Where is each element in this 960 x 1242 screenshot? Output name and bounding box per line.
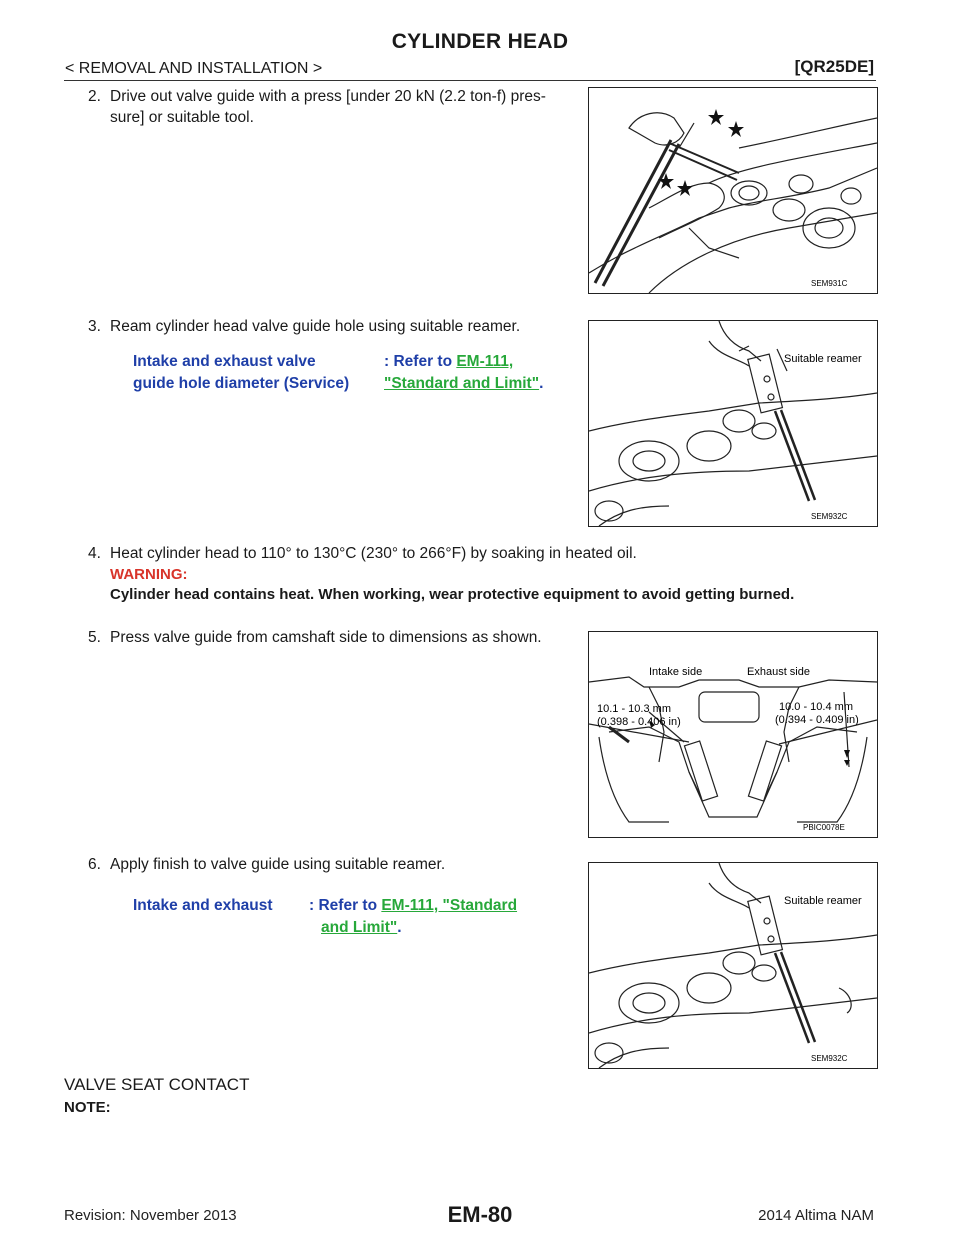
spec-link-and-limit[interactable]: and Limit": [321, 919, 398, 936]
spec-value: [309, 895, 549, 939]
warning-block: [110, 566, 890, 603]
footer-revision: Revision: November 2013: [64, 1207, 237, 1224]
figure-valve-guide-removal: [588, 87, 878, 294]
warning-label: WARNING:: [110, 566, 188, 583]
step-number: 4.: [88, 545, 101, 562]
step-number: 6.: [88, 856, 101, 873]
page-title: CYLINDER HEAD: [391, 30, 569, 53]
header-divider: [64, 80, 876, 81]
figure-code: SEM932C: [811, 512, 848, 521]
spec-value: [384, 351, 574, 395]
footer-model: 2014 Altima NAM: [758, 1207, 874, 1224]
spec-suffix: .: [539, 375, 544, 392]
engine-code: [QR25DE]: [794, 57, 874, 76]
note-label: NOTE:: [64, 1099, 111, 1116]
figure-code: PBIC0078E: [803, 823, 845, 832]
spec-prefix: : Refer to: [309, 897, 382, 914]
intake-dimension-in: (0.398 - 0.406 in): [597, 716, 681, 728]
warning-text: Cylinder head contains heat. When working, wear protective equipment to avoid getting burned.: [110, 586, 795, 603]
page-number: EM-80: [447, 1202, 513, 1227]
spec-link-standard-limit[interactable]: "Standard and Limit": [384, 375, 540, 392]
spec-suffix: .: [397, 919, 402, 936]
step-3: [88, 316, 568, 337]
step-5: [88, 627, 568, 648]
illustration-reamer-finish: [589, 863, 877, 1068]
step-text: Drive out valve guide with a press [under 20 kN (2.2 ton-f) pres-: [110, 88, 546, 105]
illustration-reamer: [589, 321, 877, 526]
intake-dimension-mm: 10.1 - 10.3 mm: [597, 703, 671, 715]
spec-link-em111-standard[interactable]: EM-111, "Standard: [381, 897, 518, 914]
intake-side-label: Intake side: [649, 666, 703, 678]
step-6: [88, 854, 568, 875]
step-text: Apply finish to valve guide using suitable reamer.: [110, 856, 446, 873]
step-4: [88, 543, 878, 564]
step-text-cont: sure] or suitable tool.: [110, 109, 254, 126]
exhaust-dimension-mm: 10.0 - 10.4 mm: [779, 701, 853, 713]
step-number: 5.: [88, 629, 101, 646]
spec-label-line1: Intake and exhaust valve: [133, 353, 316, 370]
step-text: Heat cylinder head to 110° to 130°C (230° to 266°F) by soaking in heated oil.: [110, 545, 637, 562]
illustration-hammer-removal: [589, 88, 877, 293]
step-number: 2.: [88, 88, 101, 105]
step-text: Press valve guide from camshaft side to dimensions as shown.: [110, 629, 542, 646]
spec-label: Intake and exhaust: [133, 897, 273, 914]
exhaust-side-label: Exhaust side: [747, 666, 810, 678]
exhaust-dimension-in: (0.394 - 0.409 in): [775, 714, 859, 726]
step-2: [88, 86, 578, 128]
spec-label-line2: guide hole diameter (Service): [133, 375, 350, 392]
spec-label: [133, 351, 383, 395]
figure-label: Suitable reamer: [784, 353, 862, 365]
illustration-guide-section: [589, 632, 877, 837]
spec-link-em111[interactable]: EM-111,: [456, 353, 514, 370]
figure-label: Suitable reamer: [784, 895, 862, 907]
figure-code: SEM932C: [811, 1054, 848, 1063]
section-breadcrumb: < REMOVAL AND INSTALLATION >: [65, 60, 323, 77]
step-text: Ream cylinder head valve guide hole using suitable reamer.: [110, 318, 521, 335]
figure-code: SEM931C: [811, 279, 848, 288]
figure-guide-dimensions: [588, 631, 878, 838]
step-number: 3.: [88, 318, 101, 335]
section-heading-valve-seat-contact: VALVE SEAT CONTACT: [64, 1075, 250, 1094]
figure-reamer-2: [588, 862, 878, 1069]
figure-reamer-1: [588, 320, 878, 527]
spec-prefix: : Refer to: [384, 353, 457, 370]
